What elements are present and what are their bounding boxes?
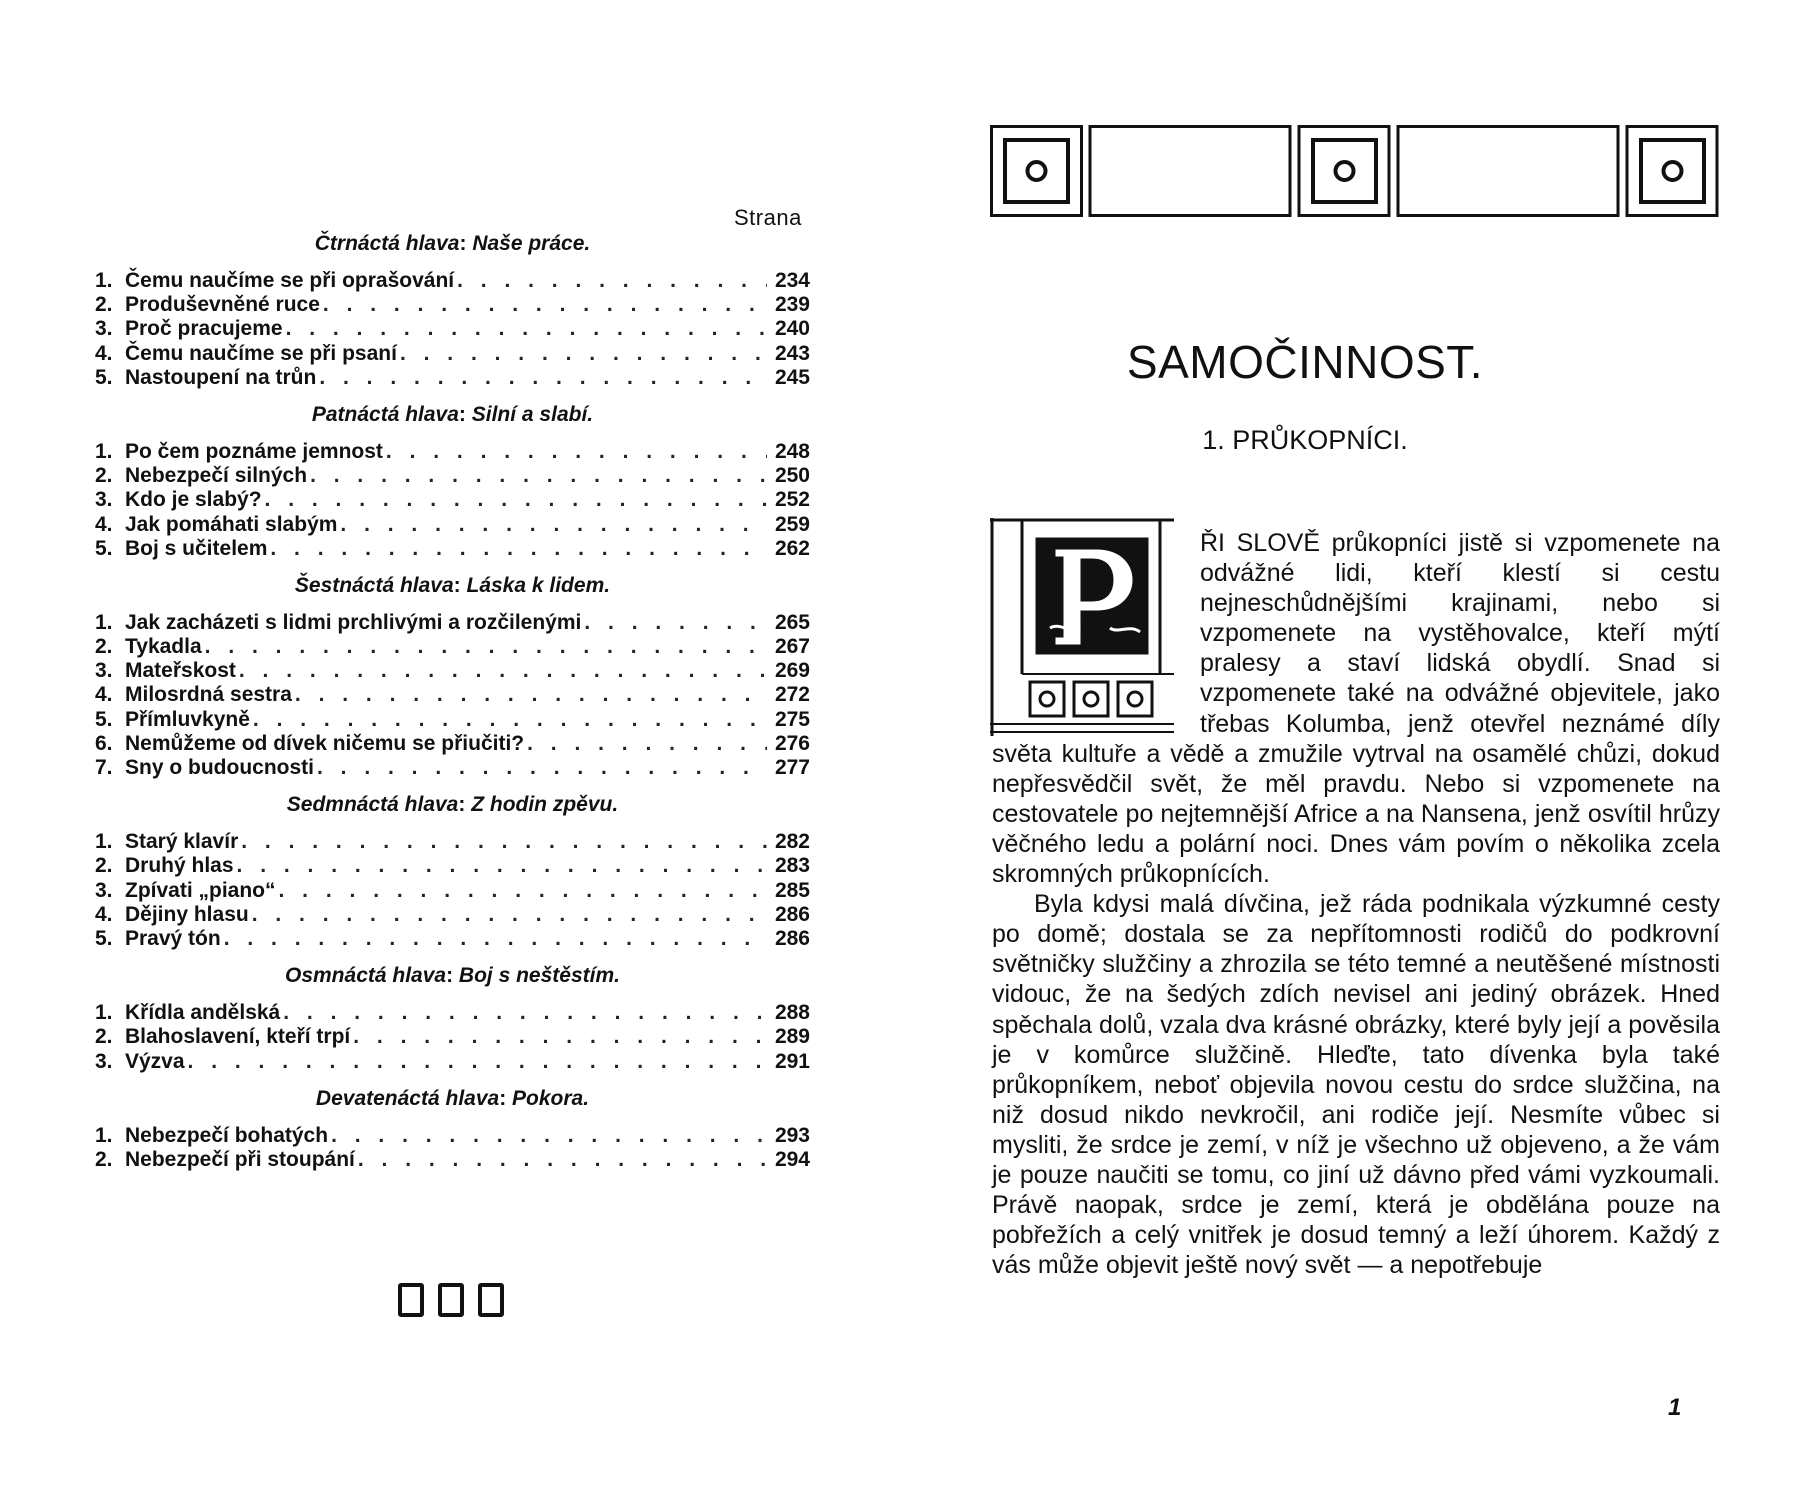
toc-entry-page: 248	[774, 439, 810, 463]
chapter-name: Naše práce.	[472, 232, 591, 255]
chapter-label: Šestnáctá hlava	[294, 573, 454, 597]
toc-entry-number: 3.	[95, 488, 113, 512]
toc-entry-title: Nebezpečí při stoupání	[125, 1147, 355, 1171]
page-column-header: Strana	[734, 205, 802, 230]
chapter-label: Čtrnáctá hlava	[314, 232, 460, 255]
toc-entry-page: 286	[774, 926, 810, 950]
toc-chapter-title: Sedmnáctá hlava: Z hodin zpěvu.	[286, 793, 619, 817]
toc-entry-title: Nebezpečí bohatých	[125, 1123, 329, 1147]
chapter-name: Silní a slabí.	[471, 402, 594, 426]
toc-entry-number: 4.	[95, 512, 113, 536]
toc-entry-title: Boj s učitelem	[125, 536, 268, 560]
toc-entry-page: 283	[774, 854, 810, 878]
toc-entry-title: Výzva	[125, 1049, 185, 1073]
paragraph: ŘI SLOVĚ průkopníci jistě si vzpomenete na odvážné lidi, kteří klestí si cestu nejneschůdnějšími krajinami, nebo si vzpomenete na vystěhovalce, kteří mýtí pralesy a staví lidská obydlí. Snad si vzpomenete také na odvážné objevitele, jako třebas Kolumba, jenž otevřel neznámé díly světa kultuře a vědě a zmužile vytrval na osamělé chůzi, dokud nepřesvědčil svět, že měl pravdu. Nebo si vzpomenete na cestovatele po nejtemnější Africe a na Nansena, jenž osvítil hrůzy věčného ledu a polární noci. Dnes vám povím o několika zcela skromných průkopnících.	[992, 529, 1720, 889]
chapter-label: Patnáctá hlava	[311, 402, 459, 426]
toc-entry-title: Přímluvkyně	[125, 707, 250, 731]
toc-entry-title: Křídla andělská	[125, 1001, 281, 1025]
toc-entry-page: 288	[774, 1001, 810, 1025]
toc-entry-number: 1.	[95, 830, 113, 854]
toc-entry-number: 2.	[95, 464, 113, 488]
toc-entry-title: Nastoupení na trůn	[125, 365, 317, 389]
toc-entry-number: 5.	[95, 707, 113, 731]
toc-entry-number: 6.	[95, 731, 113, 755]
chapter-name: Boj s neštěstím.	[458, 964, 620, 988]
toc-entry-number: 5.	[95, 365, 113, 389]
chapter-name: Láska k lidem.	[466, 573, 611, 597]
chapter-name: Z hodin zpěvu.	[471, 793, 619, 817]
toc-entry-page: 250	[774, 464, 810, 488]
toc-entry-number: 5.	[95, 536, 113, 560]
toc-entry-title: Mateřskost	[125, 659, 236, 683]
toc-entry-number: 2.	[95, 854, 113, 878]
toc-entry-number: 7.	[95, 756, 113, 779]
toc-entry-title: Druhý hlas	[125, 854, 234, 878]
toc-entry-title: Tykadla	[125, 635, 202, 659]
toc-entry-page: 282	[774, 830, 810, 854]
toc-entry-page: 252	[774, 488, 810, 512]
toc-entry-page: 286	[774, 902, 810, 926]
toc-entry-page: 234	[774, 269, 810, 292]
body-text	[992, 528, 1720, 1280]
toc-entry-title: Čemu naučíme se při oprašování	[125, 269, 455, 292]
toc-entry-page: 275	[774, 707, 810, 731]
toc-entry-number: 3.	[95, 1049, 113, 1073]
chapter-label: Osmnáctá hlava	[285, 964, 447, 988]
toc-entry-page: 291	[774, 1049, 810, 1073]
chapter-title: SAMOČINNOST.	[1126, 336, 1484, 388]
toc-entry-page: 294	[774, 1147, 810, 1171]
toc-entry-number: 1.	[95, 610, 113, 634]
toc-entry-title: Jak zacházeti s lidmi prchlivými a rozčilenými	[125, 610, 582, 634]
toc-entry-number: 5.	[95, 926, 113, 950]
toc-entry-page: 267	[774, 635, 810, 659]
toc-entry-page: 265	[774, 610, 810, 634]
toc-entry-number: 3.	[95, 317, 113, 341]
toc-entry-number: 2.	[95, 1147, 113, 1171]
chapter-label: Sedmnáctá hlava	[286, 793, 459, 817]
toc-entry-title: Proč pracujeme	[125, 317, 283, 341]
toc-entry-number: 4.	[95, 341, 113, 365]
toc-entry-number: 1.	[95, 269, 113, 292]
toc-entry-page: 272	[774, 683, 810, 707]
section-title: 1. PRŮKOPNÍCI.	[1202, 425, 1408, 455]
dropcap-spacer	[992, 528, 1200, 732]
toc-entry-page: 259	[774, 512, 810, 536]
toc-entry-page: 243	[774, 341, 810, 365]
toc-entry-number: 4.	[95, 902, 113, 926]
toc-chapter-title: Patnáctá hlava: Silní a slabí.	[311, 402, 594, 426]
toc-chapter-title: Devatenáctá hlava: Pokora.	[315, 1086, 590, 1110]
toc-entry-title: Jak pomáhati slabým	[125, 512, 338, 536]
paragraph: Byla kdysi malá dívčina, jež ráda podnikala výzkumné cesty po domě; dostala se za nepřítomnosti rodičů do podkrovní světničky služčiny a zhrozila se této temné a neutěšené místnosti vidouc, že na šedých zdích nevisel ani jediný obrázek. Hned spěchala dolů, vzala dva krásné obrázky, které byly její a pověsila je v komůrce služčině. Hleďte, tato dívenka byla také průkopníkem, neboť objevila novou cestu do srdce služčina, na niž dosud nikdo nevkročil, ani rodiče její. Nesmíte vůbec si mysliti, že srdce je zemí, v níž je všechno už objeveno, a že vám je pouze naučiti se tomu, co jiní už dávno před vámi vyzkoumali. Právě naopak, srdce je zemí, která je obdělána pouze na pobřežích a celý vnitřek je dosud temný a leží úhorem. Každý z vás může objevit ještě nový svět — a nepotřebuje	[992, 890, 1720, 1280]
toc-entry-number: 4.	[95, 683, 113, 707]
toc-entry-title: Dějiny hlasu	[125, 902, 249, 926]
toc-entry-page: 289	[774, 1025, 810, 1049]
toc-entry-title: Starý klavír	[125, 830, 239, 854]
toc-entry-page: 269	[774, 659, 810, 683]
toc-entry-page: 239	[774, 293, 810, 317]
toc-entry-page: 276	[774, 731, 810, 755]
toc-entry-title: Sny o budoucnosti	[125, 756, 314, 779]
toc-chapter-title: Šestnáctá hlava: Láska k lidem.	[294, 573, 611, 597]
toc-entry-page: 245	[774, 365, 810, 389]
toc-entry-number: 3.	[95, 659, 113, 683]
toc-entry-page: 293	[774, 1123, 810, 1147]
toc-entry-title: Zpívati „piano“	[125, 878, 276, 902]
toc-entry-title: Milosrdná sestra	[125, 683, 292, 707]
chapter-label: Devatenáctá hlava	[315, 1086, 500, 1110]
toc-entry-title: Po čem poznáme jemnost	[125, 439, 383, 463]
toc-entry-title: Nemůžeme od dívek ničemu se přiučiti?	[125, 731, 525, 755]
toc-entry-page: 240	[774, 317, 810, 341]
toc-chapter-title: Čtrnáctá hlava: Naše práce.	[314, 232, 591, 255]
toc-entry-title: Produševněné ruce	[125, 293, 320, 317]
toc-entry-number: 1.	[95, 1123, 113, 1147]
decorative-header-border	[990, 125, 1720, 217]
toc-entry-page: 285	[774, 878, 810, 902]
toc-entry-page: 277	[774, 756, 810, 779]
chapter-name: Pokora.	[512, 1086, 590, 1110]
page-number: 1	[1668, 1394, 1682, 1421]
toc-entry-title: Blahoslavení, kteří trpí	[125, 1025, 351, 1049]
toc-entry-title: Kdo je slabý?	[125, 488, 262, 512]
toc-entry-number: 1.	[95, 1001, 113, 1025]
toc-entry-page: 262	[774, 536, 810, 560]
toc-entry-number: 1.	[95, 439, 113, 463]
toc-entry-title: Nebezpečí silných	[125, 464, 308, 488]
toc-entry-number: 3.	[95, 878, 113, 902]
toc-entry-number: 2.	[95, 1025, 113, 1049]
toc-entry-title: Pravý tón	[125, 926, 221, 950]
toc-entry-number: 2.	[95, 293, 113, 317]
toc-chapter-title: Osmnáctá hlava: Boj s neštěstím.	[285, 964, 620, 988]
toc-entry-number: 2.	[95, 635, 113, 659]
toc-entry-title: Čemu naučíme se při psaní	[125, 341, 397, 365]
